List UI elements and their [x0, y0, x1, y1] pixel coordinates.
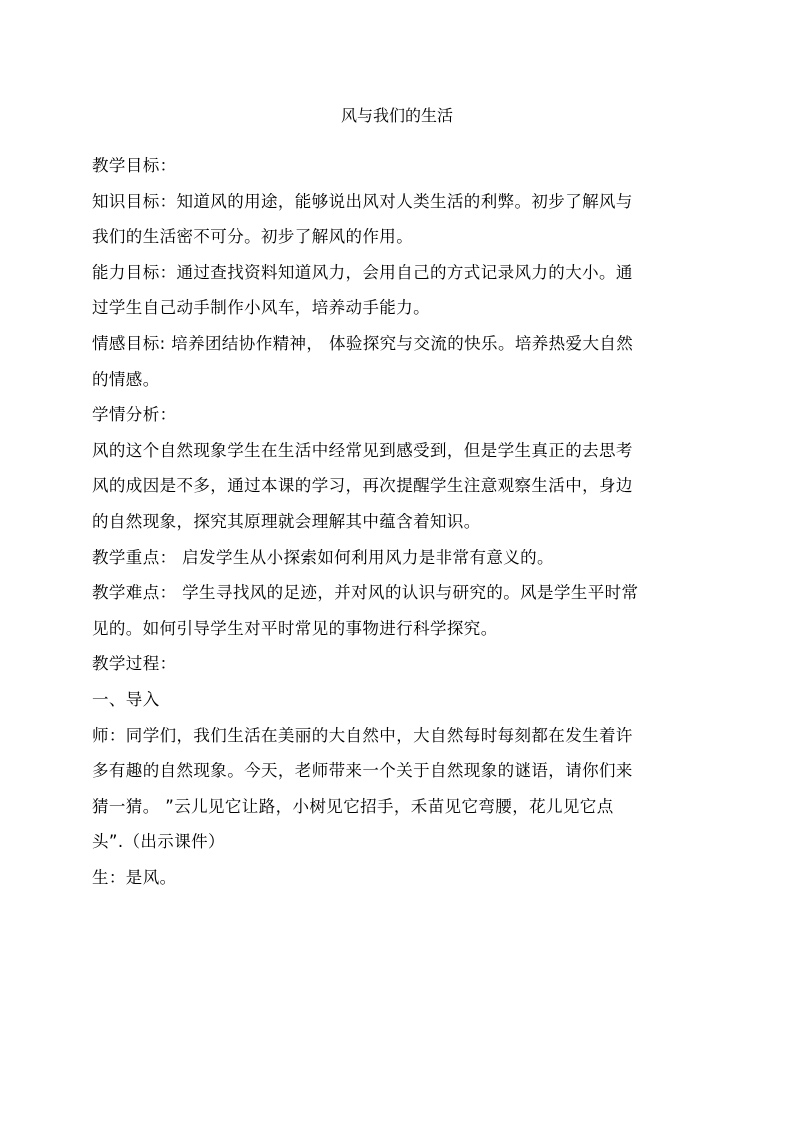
section-introduction: 一、导入: [92, 689, 160, 709]
heading-learning-analysis: 学情分析：: [92, 405, 177, 425]
emotion-goal-line-1: 情感目标: 培养团结协作精神， 体验探究与交流的快乐。培养热爱大自然: [92, 333, 634, 353]
analysis-line-1: 风的这个自然现象学生在生活中经常见到感受到，但是学生真正的去思考: [92, 440, 633, 460]
document-body: [92, 148, 704, 895]
heading-teaching-goals: 教学目标：: [92, 156, 177, 175]
teacher-line-2: 多有趣的自然现象。今天，老师带来一个关于自然现象的谜语，请你们来: [92, 761, 633, 781]
knowledge-goal-line-1: 知识目标：知道风的用途，能够说出风对人类生活的利弊。初步了解风与: [92, 191, 633, 211]
teacher-line-3: 猜一猜。 ”云儿见它让路，小树见它招手，禾苗见它弯腰，花儿见它点: [92, 796, 614, 816]
emotion-goal-line-2: 的情感。: [92, 369, 160, 389]
knowledge-goal-line-2: 我们的生活密不可分。初步了解风的作用。: [92, 227, 414, 247]
teaching-key-point: 教学重点： 启发学生从小探索如何利用风力是非常有意义的。: [92, 547, 554, 567]
analysis-line-2: 风的成因是不多，通过本课的学习，再次提醒学生注意观察生活中，身边: [92, 476, 633, 496]
teaching-difficulty-line-1: 教学难点： 学生寻找风的足迹，并对风的认识与研究的。风是学生平时常: [92, 583, 639, 603]
teacher-line-4: 头”.（出示课件）: [92, 832, 225, 852]
document-title: 风与我们的生活: [340, 106, 453, 125]
ability-goal-line-2: 过学生自己动手制作小风车，培养动手能力。: [92, 298, 430, 318]
student-line: 生：是风。: [92, 867, 177, 887]
analysis-line-3: 的自然现象，探究其原理就会理解其中蕴含着知识。: [92, 511, 481, 531]
ability-goal-line-1: 能力目标：通过查找资料知道风力，会用自己的方式记录风力的大小。通: [92, 262, 633, 282]
teaching-difficulty-line-2: 见的。如何引导学生对平时常见的事物进行科学探究。: [92, 618, 498, 638]
heading-teaching-process: 教学过程：: [92, 654, 177, 674]
teacher-line-1: 师：同学们，我们生活在美丽的大自然中，大自然每时每刻都在发生着许: [92, 725, 633, 745]
